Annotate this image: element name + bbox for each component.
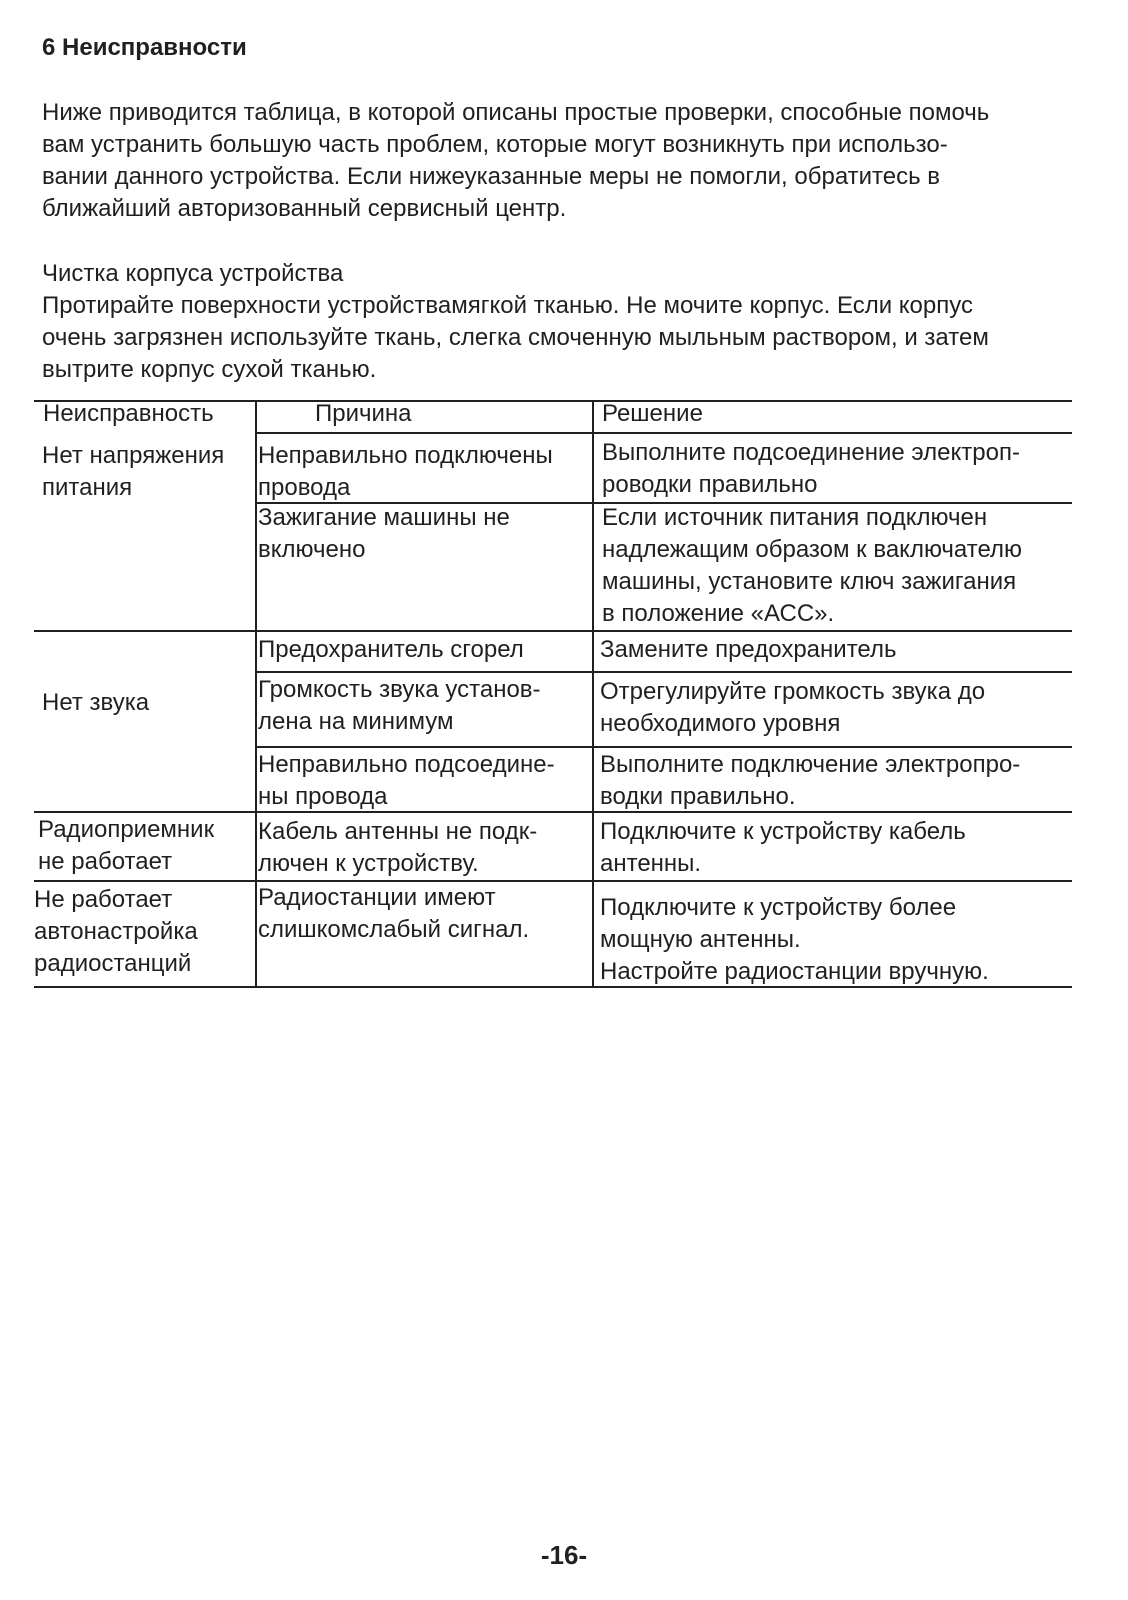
intro-paragraph (42, 97, 989, 225)
solution-line: Настройте радиостанции вручную. (600, 958, 989, 985)
cause-line: ны провода (258, 783, 388, 810)
solution-cell (600, 749, 1020, 813)
solution-line: Выполните подключение электропро- (600, 751, 1021, 778)
fault-line: радиостанций (34, 950, 192, 977)
cause-line: Радиостанции имеют (258, 884, 496, 911)
solution-cell (600, 892, 989, 988)
fault-line: не работает (38, 848, 173, 875)
solution-cell (600, 634, 896, 666)
cause-line: Неправильно подсоедине- (258, 751, 555, 778)
cause-line: Зажигание машины не (258, 504, 510, 531)
solution-line: необходимого уровня (600, 710, 841, 737)
fault-radio (38, 814, 214, 878)
header-cause: Причина (315, 400, 412, 427)
fault-line: Не работает (34, 886, 173, 913)
fault-line: автонастройка (34, 918, 198, 945)
solution-line: в положение «АСС». (602, 600, 835, 627)
solution-line: Подключите к устройству кабель (600, 818, 966, 845)
fault-line: Радиоприемник (38, 816, 215, 843)
column-divider (255, 400, 257, 987)
cause-cell (258, 502, 510, 566)
intro-line: ближайший авторизованный сервисный центр. (42, 195, 567, 222)
cause-line: Громкость звука установ- (258, 676, 541, 703)
fault-line: Нет звука (42, 689, 150, 716)
solution-line: машины, установите ключ зажигания (602, 568, 1017, 595)
cause-line: Предохранитель сгорел (258, 636, 524, 663)
intro-line: вам устранить большую часть проблем, которые могут возникнуть при использо- (42, 131, 948, 158)
cleaning-line: Протирайте поверхности устройствамягкой тканью. Не мочите корпус. Если корпус (42, 292, 973, 319)
solution-line: Замените предохранитель (600, 636, 897, 663)
cleaning-subtitle: Чистка корпуса устройства (42, 260, 344, 287)
solution-line: Выполните подсоединение электроп- (602, 439, 1020, 466)
solution-line: Если источник питания подключен (602, 504, 988, 531)
cause-cell (258, 634, 524, 666)
cause-line: слишкомслабый сигнал. (258, 916, 530, 943)
cause-cell (258, 816, 537, 880)
cause-line: лена на минимум (258, 708, 454, 735)
cause-line: включено (258, 536, 366, 563)
solution-line: роводки правильно (602, 471, 818, 498)
header-bottom-rule (255, 432, 1072, 434)
page-number: -16- (540, 1540, 588, 1570)
cleaning-line: вытрите корпус сухой тканью. (42, 356, 377, 383)
header-solution: Решение (602, 400, 703, 427)
intro-line: вании данного устройства. Если нижеуказанные меры не помогли, обратитесь в (42, 163, 941, 190)
cause-line: провода (258, 474, 351, 501)
row-rule (255, 746, 1072, 748)
cause-cell (258, 674, 541, 738)
cause-cell (258, 440, 553, 504)
solution-line: мощную антенны. (600, 926, 801, 953)
fault-no-sound (42, 687, 149, 719)
solution-line: Отрегулируйте громкость звука до (600, 678, 986, 705)
solution-cell (602, 437, 1020, 501)
cause-cell (258, 882, 529, 946)
row-rule (34, 630, 1072, 632)
fault-no-power (42, 440, 224, 504)
cause-line: Неправильно подключены (258, 442, 553, 469)
row-rule (255, 671, 1072, 673)
row-rule (34, 880, 1072, 882)
fault-line: Нет напряжения (42, 442, 225, 469)
solution-line: водки правильно. (600, 783, 796, 810)
solution-line: надлежащим образом к ваключателю (602, 536, 1023, 563)
fault-autotune (34, 884, 198, 980)
intro-line: Ниже приводится таблица, в которой описаны простые проверки, способные помочь (42, 99, 990, 126)
fault-line: питания (42, 474, 133, 501)
cause-line: Кабель антенны не подк- (258, 818, 538, 845)
solution-line: антенны. (600, 850, 702, 877)
solution-cell (602, 502, 1022, 630)
solution-line: Подключите к устройству более (600, 894, 957, 921)
section-title: 6 Неисправности (42, 34, 247, 61)
column-divider (592, 400, 594, 987)
cleaning-line: очень загрязнен используйте ткань, слегка смоченную мыльным раствором, и затем (42, 324, 989, 351)
cause-cell (258, 749, 555, 813)
header-fault: Неисправность (43, 400, 214, 427)
cleaning-paragraph (42, 258, 989, 386)
solution-cell (600, 676, 985, 740)
cause-line: лючен к устройству. (258, 850, 479, 877)
solution-cell (600, 816, 966, 880)
